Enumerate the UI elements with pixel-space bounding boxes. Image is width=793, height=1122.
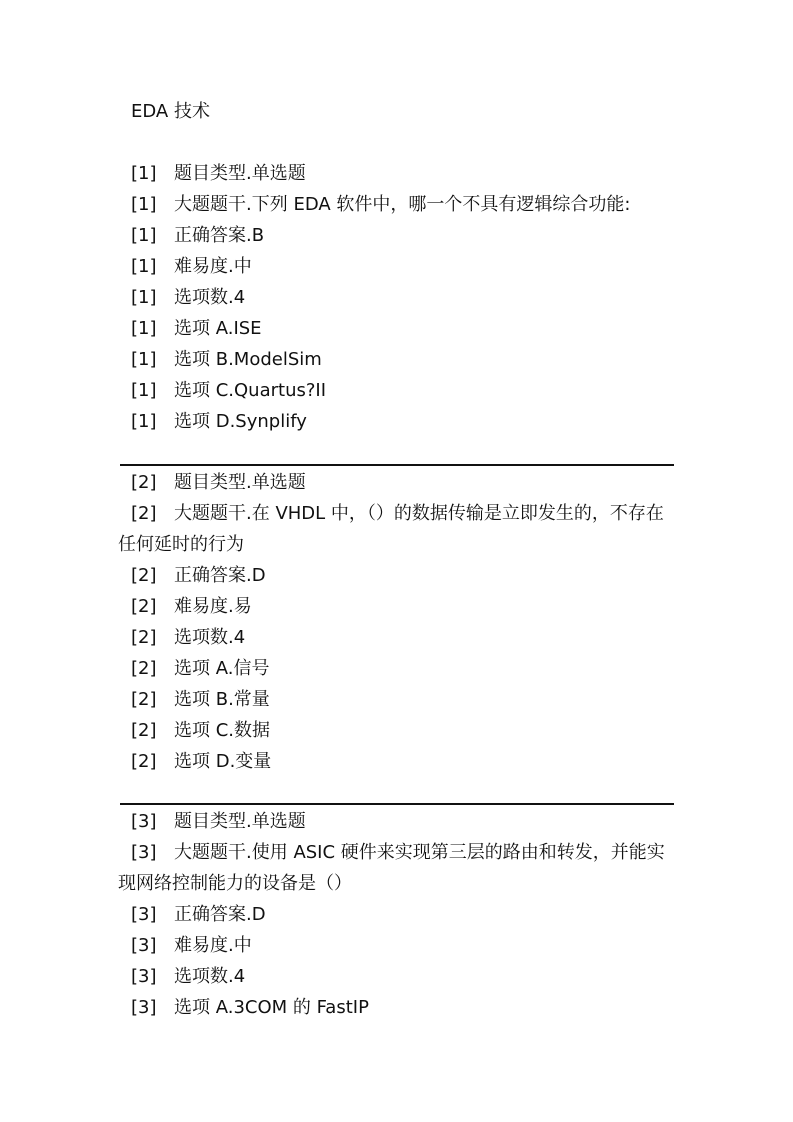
question-option-line [0, 375, 793, 406]
question-type: 题目类型.单选题 [174, 811, 306, 832]
question-option-count: 选项数.4 [174, 966, 246, 987]
question-difficulty-line [0, 251, 793, 282]
question-tag: [3] [131, 904, 157, 925]
question-tag: [3] [131, 811, 157, 832]
question-tag: [1] [131, 194, 157, 215]
question-difficulty: 难易度.中 [174, 935, 252, 956]
question-stem-line [0, 498, 793, 560]
question-tag: [1] [131, 318, 157, 339]
question-stem: 大题题干.下列 EDA 软件中，哪一个不具有逻辑综合功能: [174, 194, 631, 215]
question-option-count-line [0, 622, 793, 653]
section-divider [120, 464, 674, 466]
question-tag: [3] [131, 842, 157, 863]
question-option: 选项 A.ISE [174, 318, 262, 339]
question-tag: [1] [131, 349, 157, 370]
question-answer: 正确答案.D [174, 565, 266, 586]
question-answer-line [0, 899, 793, 930]
question-option-count: 选项数.4 [174, 287, 246, 308]
question-tag: [1] [131, 256, 157, 277]
question-option-line [0, 653, 793, 684]
question-tag: [2] [131, 751, 157, 772]
question-option-line [0, 746, 793, 777]
question-tag: [2] [131, 689, 157, 710]
question-option-line [0, 715, 793, 746]
question-type-line [0, 158, 793, 189]
question-stem-line [0, 189, 793, 220]
question-option: 选项 B.常量 [174, 689, 270, 710]
question-tag: [2] [131, 720, 157, 741]
question-tag: [2] [131, 658, 157, 679]
question-option-count: 选项数.4 [174, 627, 246, 648]
question-tag: [3] [131, 966, 157, 987]
question-option-count-line [0, 282, 793, 313]
question-tag: [2] [131, 627, 157, 648]
question-type: 题目类型.单选题 [174, 472, 306, 493]
question-difficulty-line [0, 930, 793, 961]
question-difficulty: 难易度.易 [174, 596, 252, 617]
document-title: EDA 技术 [131, 101, 210, 122]
question-option-count-line [0, 961, 793, 992]
question-option: 选项 B.ModelSim [174, 349, 322, 370]
question-answer-line [0, 560, 793, 591]
question-tag: [1] [131, 380, 157, 401]
section-divider [120, 803, 674, 805]
question-type-line [0, 467, 793, 498]
question-tag: [3] [131, 997, 157, 1018]
question-option: 选项 D.变量 [174, 751, 272, 772]
question-answer: 正确答案.D [174, 904, 266, 925]
question-tag: [2] [131, 472, 157, 493]
question-tag: [3] [131, 935, 157, 956]
question-block-1 [0, 158, 793, 437]
question-option: 选项 A.信号 [174, 658, 270, 679]
question-tag: [2] [131, 596, 157, 617]
question-option-line [0, 344, 793, 375]
question-difficulty: 难易度.中 [174, 256, 252, 277]
question-tag: [2] [131, 503, 157, 524]
question-block-3 [0, 806, 793, 1023]
question-tag: [1] [131, 163, 157, 184]
question-option-line [0, 684, 793, 715]
question-tag: [1] [131, 287, 157, 308]
question-block-2 [0, 467, 793, 777]
question-option: 选项 C.Quartus?II [174, 380, 327, 401]
question-type-line [0, 806, 793, 837]
question-difficulty-line [0, 591, 793, 622]
question-option: 选项 A.3COM 的 FastIP [174, 997, 369, 1018]
question-option: 选项 D.Synplify [174, 411, 307, 432]
question-answer-line [0, 220, 793, 251]
question-option: 选项 C.数据 [174, 720, 271, 741]
question-tag: [2] [131, 565, 157, 586]
question-tag: [1] [131, 225, 157, 246]
question-option-line [0, 313, 793, 344]
question-stem: 大题题干.在 VHDL 中，（）的数据传输是立即发生的，不存在任何延时的行为 [118, 503, 664, 555]
question-option-line [0, 992, 793, 1023]
question-option-line [0, 406, 793, 437]
question-type: 题目类型.单选题 [174, 163, 306, 184]
question-stem: 大题题干.使用 ASIC 硬件来实现第三层的路由和转发，并能实现网络控制能力的设备是（） [118, 842, 665, 894]
question-answer: 正确答案.B [174, 225, 265, 246]
question-stem-line [0, 837, 793, 899]
question-tag: [1] [131, 411, 157, 432]
